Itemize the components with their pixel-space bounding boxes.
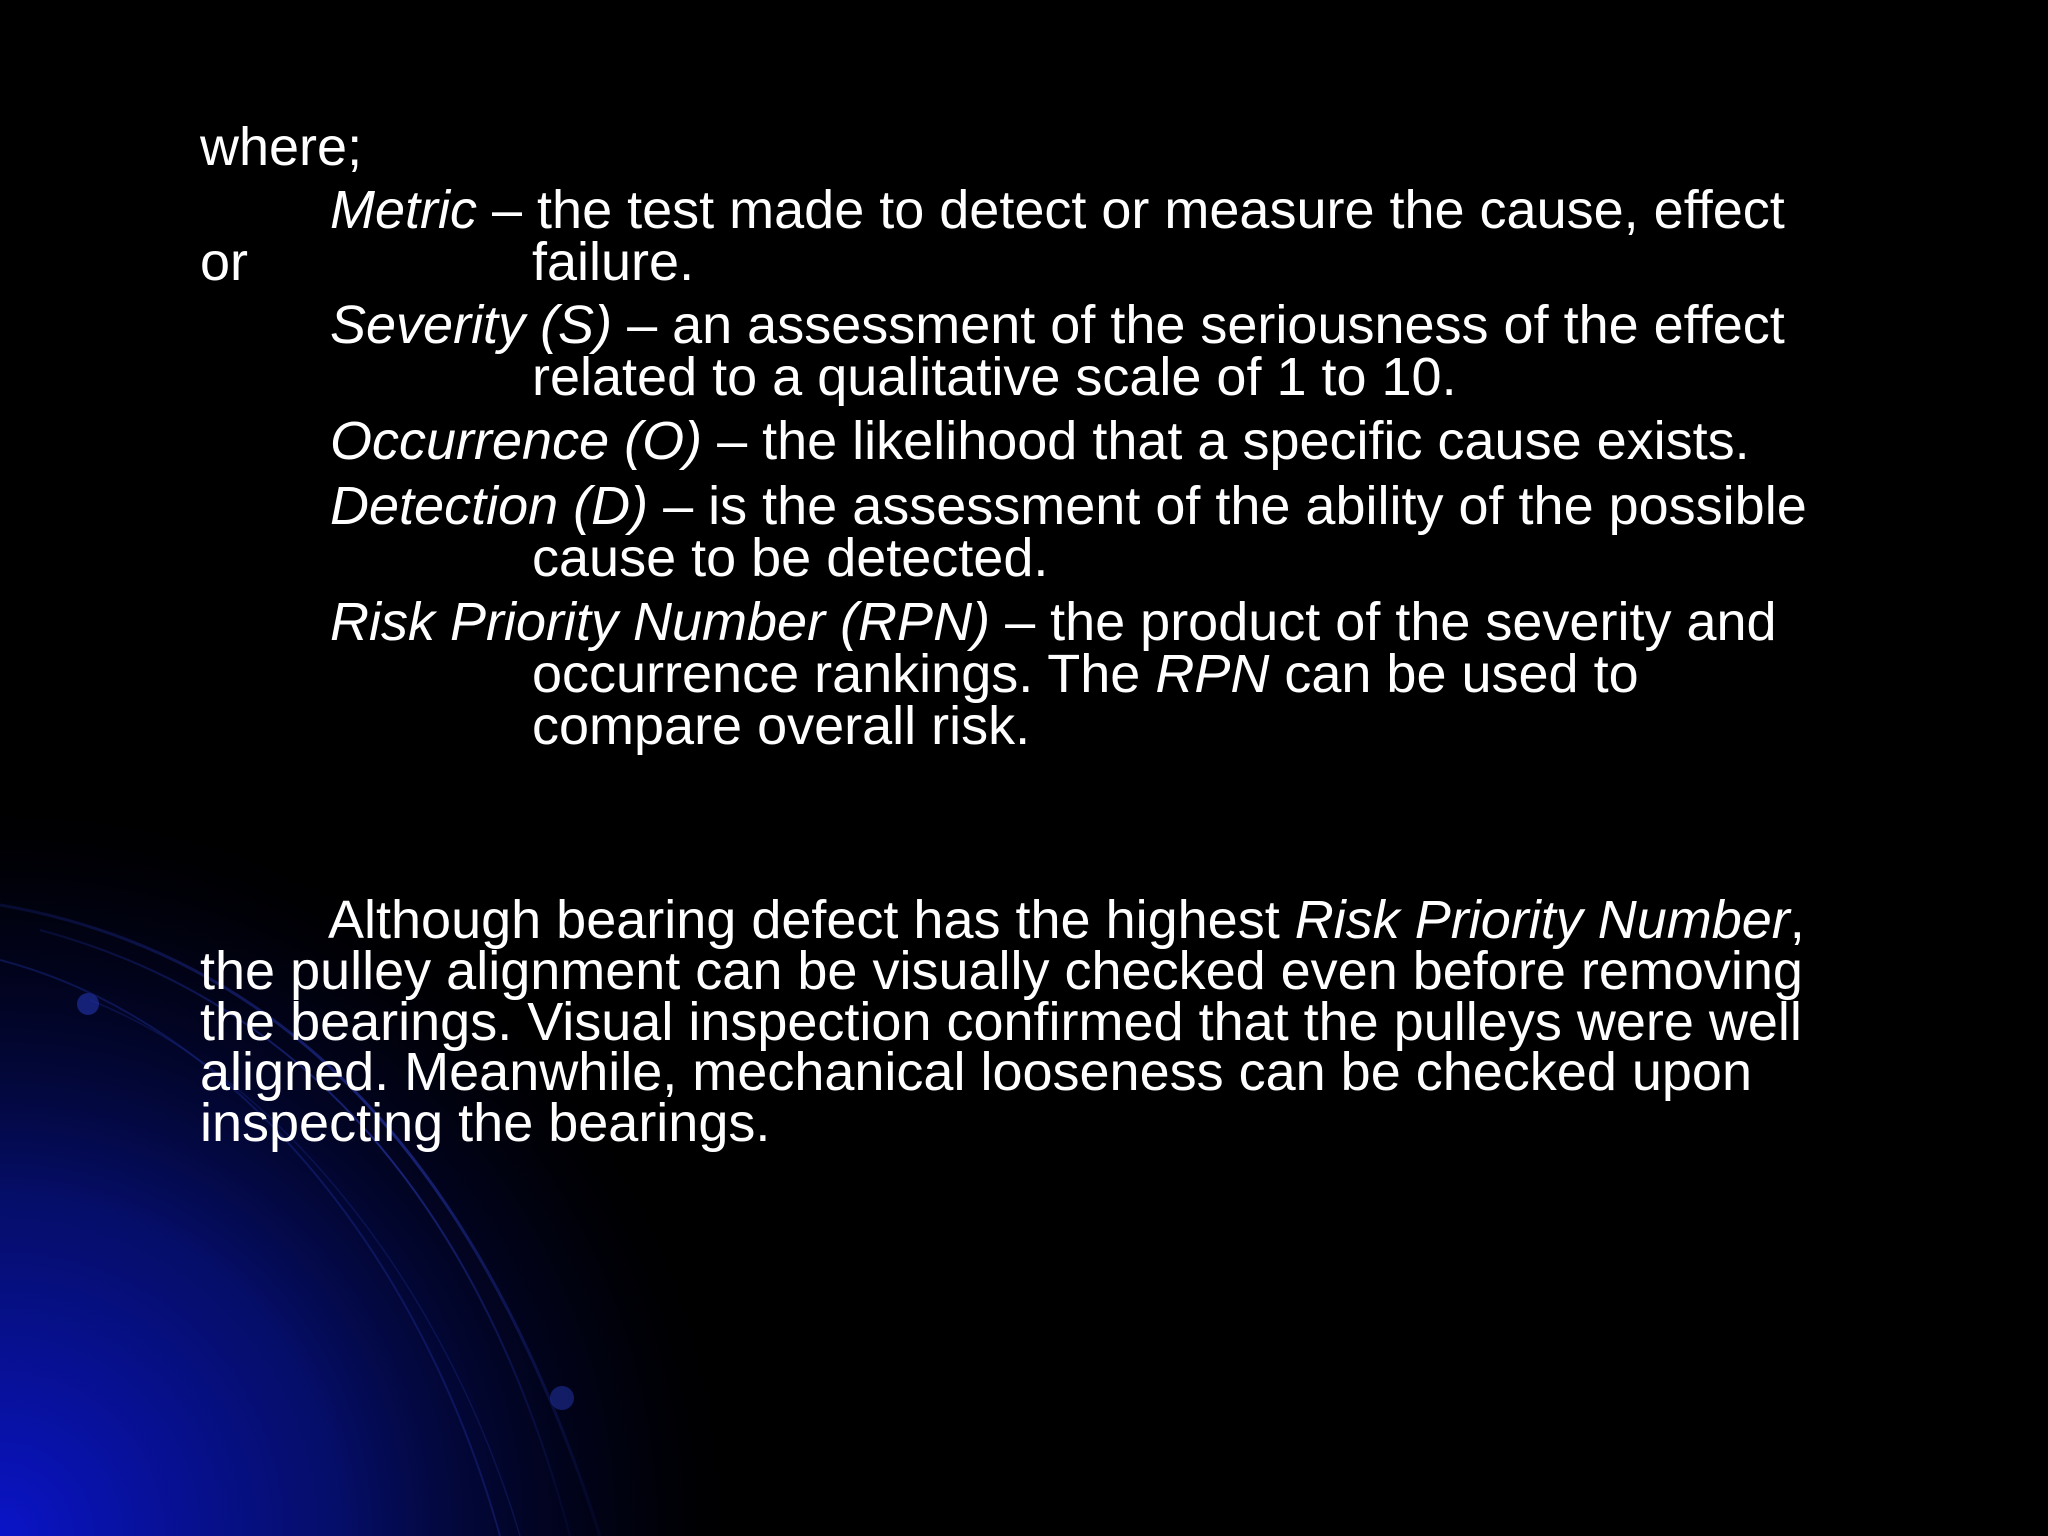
paragraph-part-a: Although bearing defect has the highest	[328, 890, 1295, 950]
definition-metric	[330, 180, 1785, 240]
rpn-desc-part-b: can be used to	[1269, 644, 1639, 704]
detection-description: – is the assessment of the ability of the possible	[648, 476, 1807, 536]
orb	[77, 993, 99, 1015]
paragraph-line-4: aligned. Meanwhile, mechanical looseness can be checked upon	[200, 1042, 1752, 1102]
paragraph-line-5: inspecting the bearings.	[200, 1093, 771, 1153]
definition-detection	[330, 476, 1807, 536]
definition-occurrence	[330, 411, 1750, 471]
term-metric: Metric	[330, 180, 477, 240]
metric-description-cont: failure.	[532, 232, 695, 292]
severity-description: – an assessment of the seriousness of the effect	[612, 295, 1785, 355]
definition-rpn	[330, 592, 1777, 652]
rpn-description-cont2: compare overall risk.	[532, 696, 1031, 756]
term-severity: Severity (S)	[330, 295, 613, 355]
paragraph-line-1	[328, 890, 1805, 950]
where-label: where;	[200, 117, 363, 177]
rpn-description-cont	[532, 644, 1639, 704]
orb	[550, 1386, 574, 1410]
severity-description-cont: related to a qualitative scale of 1 to 10.	[532, 347, 1457, 407]
term-rpn-inline: RPN	[1155, 644, 1270, 704]
rpn-description: – the product of the severity and	[990, 592, 1777, 652]
definition-severity	[330, 295, 1785, 355]
paragraph-line-2: the pulley alignment can be visually checked even before removing	[200, 941, 1803, 1001]
occurrence-description: – the likelihood that a specific cause exists.	[702, 411, 1750, 471]
term-rpn: Risk Priority Number (RPN)	[330, 592, 991, 652]
paragraph-line-3: the bearings. Visual inspection confirmed that the pulleys were well	[200, 992, 1802, 1052]
paragraph-part-b: ,	[1789, 890, 1805, 950]
rpn-desc-part-a: occurrence rankings. The	[532, 644, 1156, 704]
term-detection: Detection (D)	[330, 476, 649, 536]
paragraph-term-rpn: Risk Priority Number	[1294, 890, 1790, 950]
metric-wrap-or: or	[200, 232, 249, 292]
detection-description-cont: cause to be detected.	[532, 528, 1049, 588]
term-occurrence: Occurrence (O)	[330, 411, 703, 471]
metric-description: – the test made to detect or measure the cause, effect	[477, 180, 1785, 240]
